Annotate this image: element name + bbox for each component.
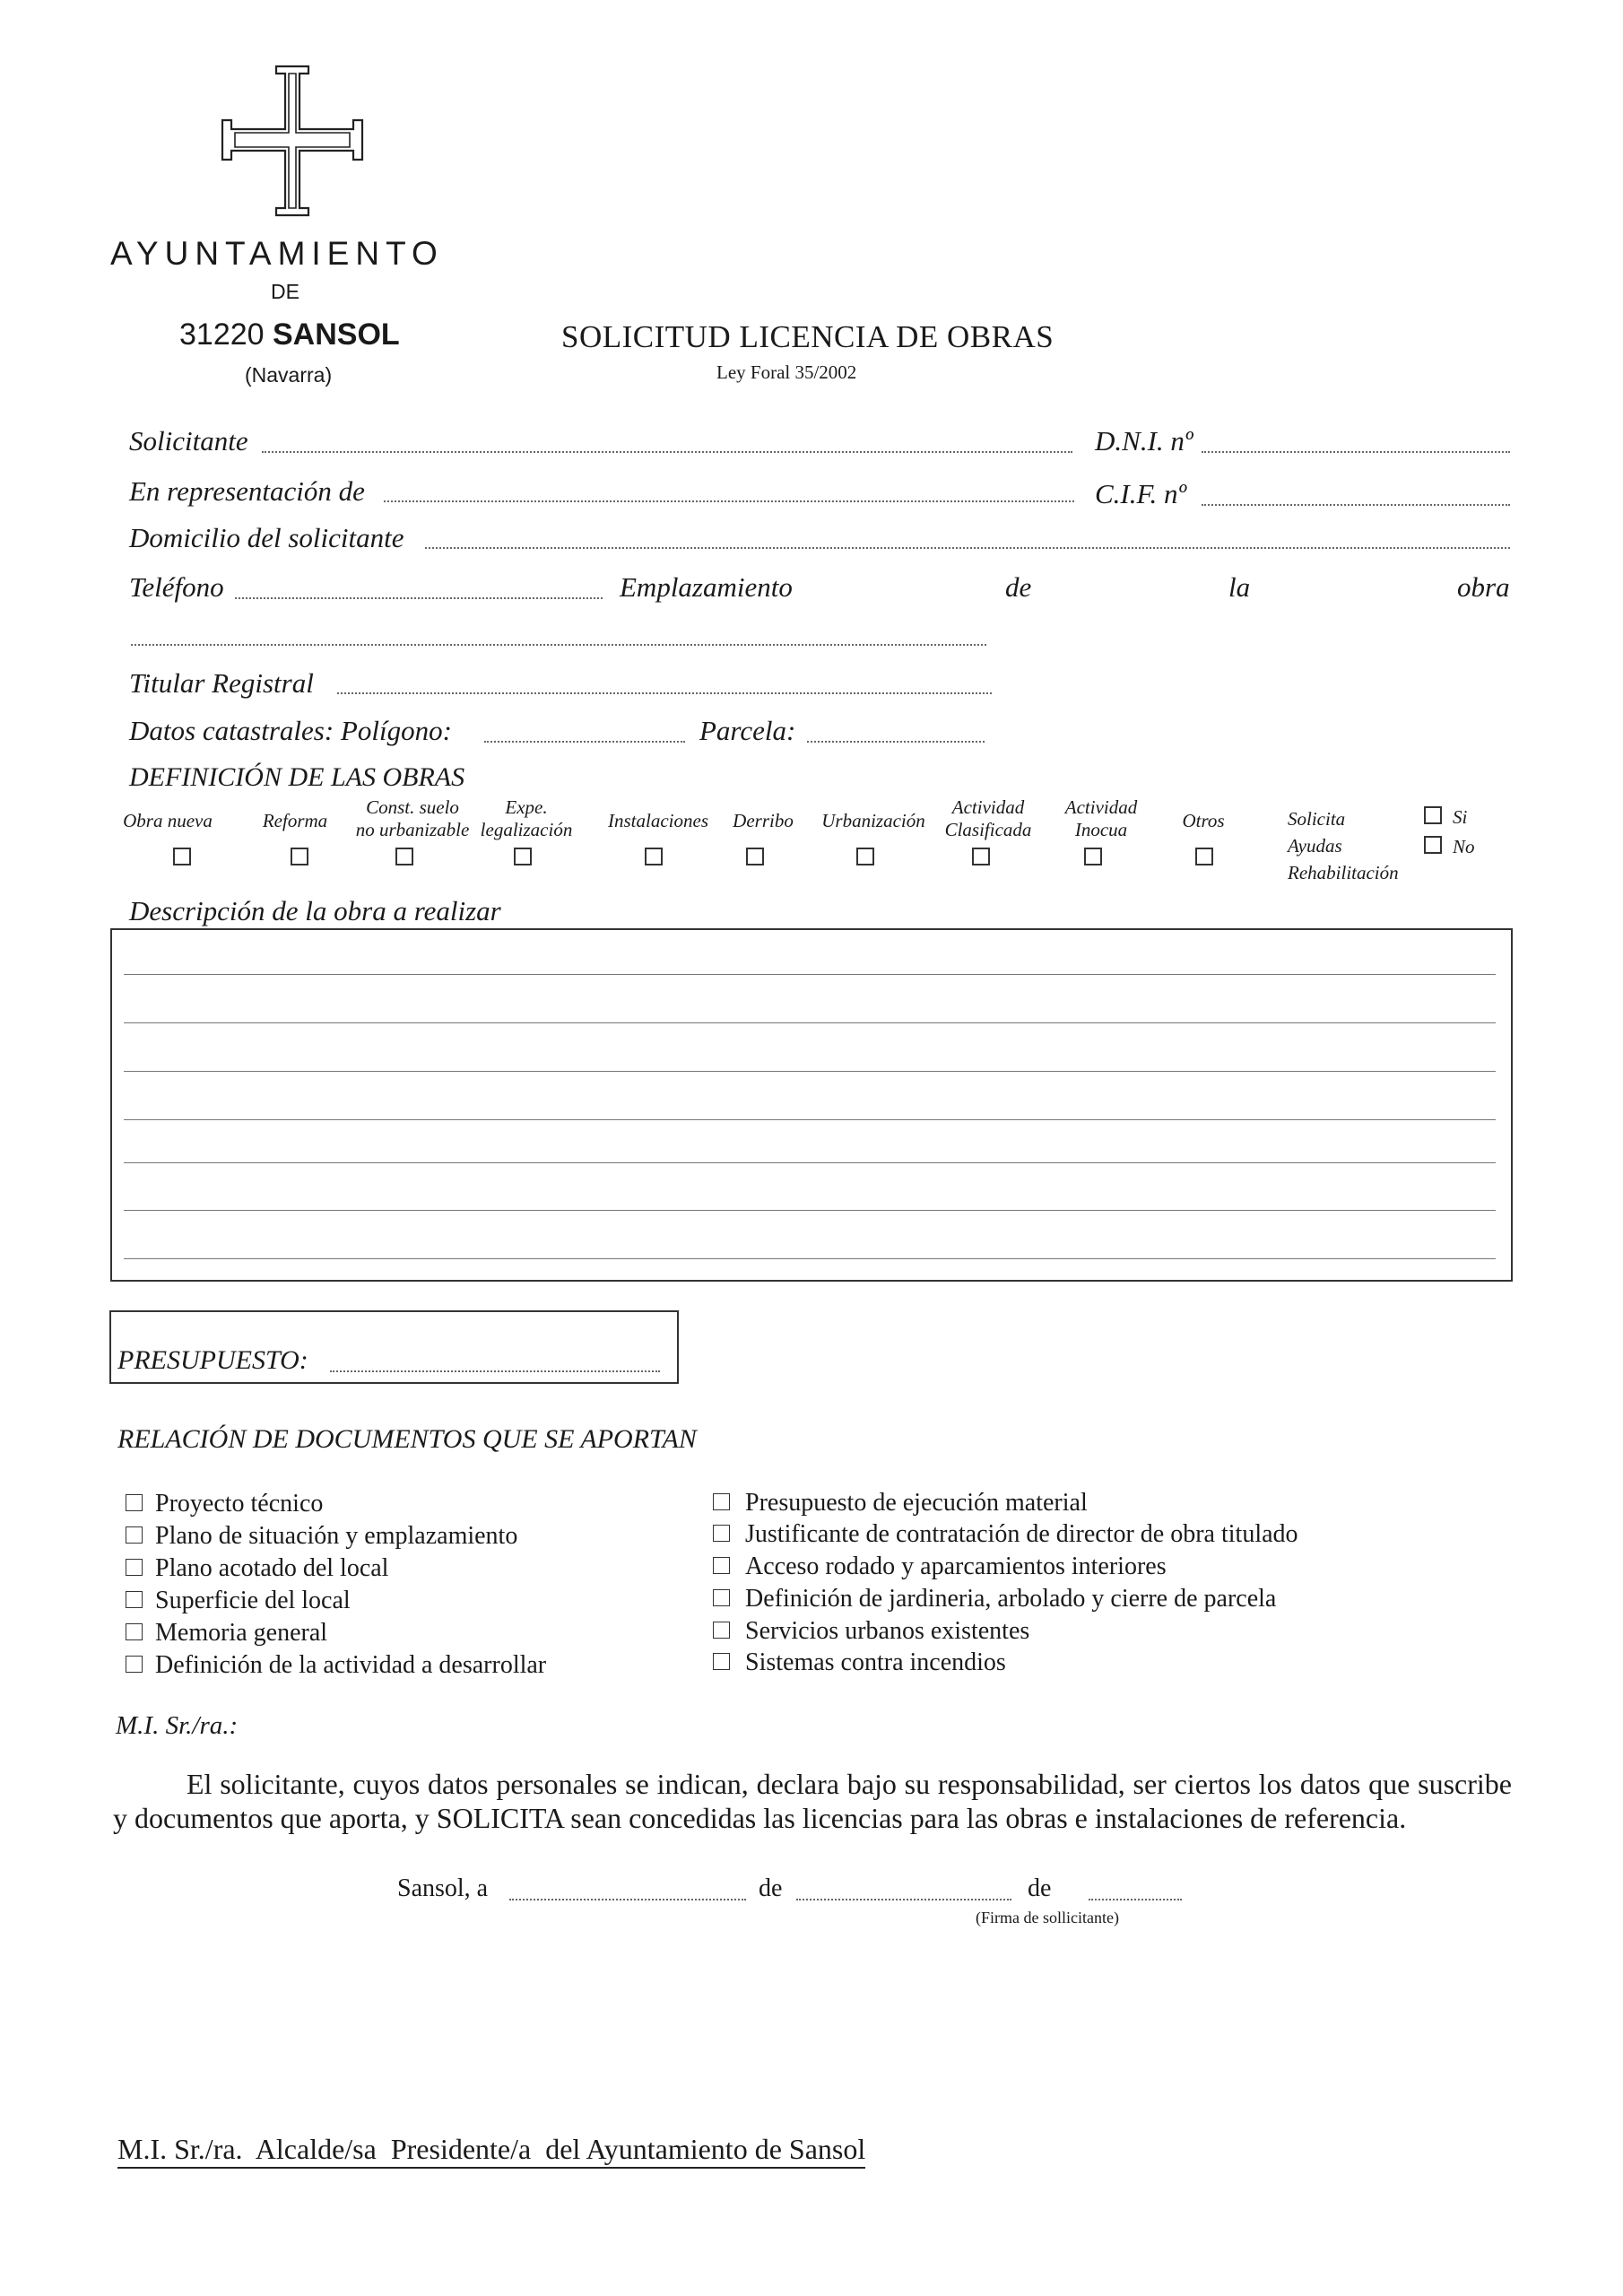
type-actividad-clasificada-checkbox[interactable] [972,848,990,865]
doc-memoria-checkbox[interactable] [126,1623,143,1640]
type-expe-legalizacion-label: Expe. legalización [480,796,573,840]
doc-presupuesto-label: Presupuesto de ejecución material [745,1489,1088,1517]
descripcion-label: Descripción de la obra a realizar [129,895,501,926]
doc-servicios-checkbox[interactable] [713,1622,730,1639]
descripcion-line [124,1022,1496,1023]
catastrales-label: Datos catastrales: Polígono: [129,715,452,746]
type-actividad-inocua-checkbox[interactable] [1084,848,1102,865]
representacion-field[interactable] [384,500,1074,502]
solicitante-field[interactable] [262,451,1072,453]
cross-emblem [212,61,373,222]
doc-jardineria-checkbox[interactable] [713,1589,730,1606]
doc-actividad-checkbox[interactable] [126,1656,143,1673]
ayudas-no-checkbox[interactable] [1424,836,1442,854]
doc-superficie-checkbox[interactable] [126,1591,143,1608]
ayudas-si-label: Si [1453,806,1468,828]
type-actividad-clasificada-label: Actividad Clasificada [944,796,1032,840]
domicilio-field[interactable] [425,547,1510,549]
type-obra-nueva-checkbox[interactable] [173,848,191,865]
town-name: SANSOL [273,317,400,352]
type-derribo-label: Derribo [733,810,794,831]
salutation: M.I. Sr./ra.: [116,1711,239,1740]
telefono-label: Teléfono [129,571,224,603]
descripcion-line [124,1162,1496,1163]
doc-acceso-label: Acceso rodado y aparcamientos interiores [745,1552,1167,1580]
doc-presupuesto-checkbox[interactable] [713,1493,730,1510]
type-reforma-checkbox[interactable] [291,848,308,865]
type-const-suelo-checkbox[interactable] [395,848,413,865]
solicitante-label: Solicitante [129,425,248,457]
type-obra-nueva-label: Obra nueva [123,810,213,831]
telefono-field[interactable] [235,597,603,599]
presupuesto-label: PRESUPUESTO: [117,1345,308,1375]
ayudas-label: Solicita Ayudas Rehabilitación [1288,808,1399,883]
emplazamiento-field[interactable] [131,644,986,646]
emplazamiento-label: Emplazamiento [620,571,793,603]
doc-memoria-label: Memoria general [155,1619,328,1647]
place-label: Sansol, a [397,1874,489,1902]
cif-field[interactable] [1202,504,1510,506]
type-instalaciones-label: Instalaciones [608,810,708,831]
region: (Navarra) [245,363,333,387]
type-instalaciones-checkbox[interactable] [645,848,663,865]
representacion-label: En representación de [129,475,365,507]
day-field[interactable] [509,1899,746,1900]
type-const-suelo-label: Const. suelo no urbanizable [355,796,470,840]
type-derribo-checkbox[interactable] [746,848,764,865]
doc-incendios-checkbox[interactable] [713,1653,730,1670]
year-field[interactable] [1089,1899,1182,1900]
doc-acceso-checkbox[interactable] [713,1557,730,1574]
descripcion-line [124,974,1496,975]
descripcion-line [124,1210,1496,1211]
presupuesto-field[interactable] [330,1370,660,1372]
type-reforma-label: Reforma [262,810,328,831]
poligono-field[interactable] [484,741,685,743]
doc-jardineria-label: Definición de jardineria, arbolado y cierre de parcela [745,1585,1277,1613]
doc-servicios-label: Servicios urbanos existentes [745,1617,1030,1645]
emplazamiento-de: de [1005,571,1032,603]
dni-field[interactable] [1202,451,1510,453]
signature-caption: (Firma de sollicitante) [976,1909,1119,1926]
law-reference: Ley Foral 35/2002 [716,361,857,383]
type-actividad-inocua-label: Actividad Inocua [1064,796,1138,840]
doc-plano-situacion-checkbox[interactable] [126,1526,143,1544]
declaration-text: El solicitante, cuyos datos personales se indican, declara bajo su responsabilidad, ser ciertos los datos que suscribe y documentos que aporta, y SOLICITA sean concedidas las licencias para las obras e instalaciones de referencia. [113,1768,1512,1834]
ayudas-no-label: No [1453,836,1475,857]
documentos-title: RELACIÓN DE DOCUMENTOS QUE SE APORTAN [117,1424,697,1454]
descripcion-box[interactable] [110,928,1513,1282]
doc-justificante-checkbox[interactable] [713,1525,730,1542]
doc-proyecto-label: Proyecto técnico [155,1490,324,1518]
addressee: M.I. Sr./ra. Alcalde/sa Presidente/a del Ayuntamiento de Sansol [117,2133,865,2169]
parcela-field[interactable] [807,741,985,743]
ayudas-si-checkbox[interactable] [1424,806,1442,824]
month-field[interactable] [796,1899,1011,1900]
domicilio-label: Domicilio del solicitante [129,522,404,553]
descripcion-line [124,1071,1496,1072]
type-urbanizacion-label: Urbanización [821,810,925,831]
doc-superficie-label: Superficie del local [155,1587,351,1614]
doc-incendios-label: Sistemas contra incendios [745,1648,1006,1676]
doc-plano-situacion-label: Plano de situación y emplazamiento [155,1522,518,1550]
doc-proyecto-checkbox[interactable] [126,1494,143,1511]
month-de-label: de [759,1874,783,1902]
titular-field[interactable] [337,692,992,694]
parcela-label: Parcela: [699,715,796,746]
emplazamiento-la: la [1228,571,1251,603]
descripcion-line [124,1119,1496,1120]
doc-plano-acotado-label: Plano acotado del local [155,1554,389,1582]
type-otros-checkbox[interactable] [1195,848,1213,865]
titular-label: Titular Registral [129,667,314,699]
doc-plano-acotado-checkbox[interactable] [126,1559,143,1576]
year-de-label: de [1028,1874,1052,1902]
type-urbanizacion-checkbox[interactable] [856,848,874,865]
postal-code: 31220 [179,317,265,352]
descripcion-line [124,1258,1496,1259]
type-expe-legalizacion-checkbox[interactable] [514,848,532,865]
institution-de: DE [271,280,299,303]
institution-name: AYUNTAMIENTO [110,235,444,272]
doc-justificante-label: Justificante de contratación de director de obra titulado [745,1520,1298,1548]
municipality [179,317,400,352]
type-otros-label: Otros [1182,810,1225,831]
definicion-title: DEFINICIÓN DE LAS OBRAS [129,762,465,792]
cif-label: C.I.F. nº [1095,478,1187,509]
doc-actividad-label: Definición de la actividad a desarrollar [155,1651,547,1679]
form-title: SOLICITUD LICENCIA DE OBRAS [561,319,1055,354]
emplazamiento-obra: obra [1457,571,1510,603]
dni-label: D.N.I. nº [1095,425,1193,457]
